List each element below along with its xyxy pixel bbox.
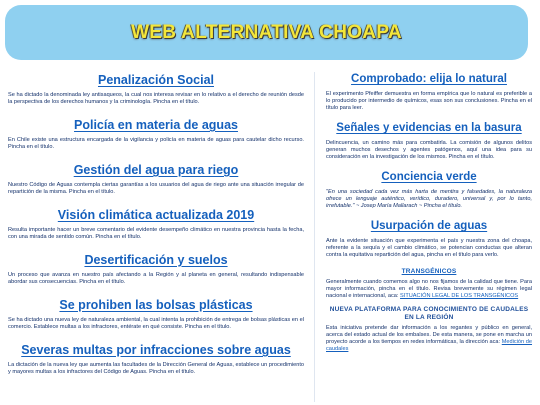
post-item xyxy=(8,207,304,241)
post-excerpt: Nuestro Código de Aguas contempla ciertas garantías a los usuarios del agua de riego ante una situación irregular de repartición de la misma. Pincha en el título. xyxy=(8,182,304,195)
post-excerpt: El experimento Pfeiffer demuestra en forma empírica que lo natural es preferible a lo producido por intermedio de químicos, esas son sus conclusiones. Pincha en el título para leer. xyxy=(326,91,532,111)
post-excerpt: En Chile existe una estructura encargada de la vigilancia y policía en materia de aguas para cautelar dicho recurso. Pincha en el título. xyxy=(8,137,304,150)
post-excerpt-quote: "En una sociedad cada vez más harta de mentira y falsedades, la naturaleza ofrece un lenguaje auténtico, verídico, duradero, universal y, por lo tanto, irrefutable." ~ Josep María Mallarach ~ Pincha el título. xyxy=(326,189,532,209)
site-title: WEB ALTERNATIVA CHOAPA xyxy=(131,21,402,43)
section-transgenicos xyxy=(326,268,532,300)
post-excerpt: Resulta importante hacer un breve comentario del evidente desempeño climático en nuestra provincia hasta la fecha, con una mirada de sentido común. Pincha en el título. xyxy=(8,227,304,240)
section-text-body: Generalmente cuando comemos algo no nos fijamos de la calidad que tiene. Para mayor información, pincha en el título. Revisa brevemente su régimen legal nacional e internacional, aca: xyxy=(326,279,532,299)
post-title-link[interactable]: Desertificación y suelos xyxy=(84,253,228,267)
post-item xyxy=(326,219,532,259)
right-column xyxy=(326,72,532,359)
post-excerpt: Delincuencia, un camino más para combatirla. La comisión de algunos delitos generan muchos desechos y agentes patógenos, aquí una idea para su consideración en la investigación de los mismos. Pincha en el título. xyxy=(326,140,532,160)
section-text-body: Esta iniciativa pretende dar información a los regantes y público en general, acerca del estado actual de los embalses. De esta manera, se pone en marcha un proyecto acorde a los tiempos en redes informáticas, la dirección aca: xyxy=(326,325,532,345)
post-excerpt: Se ha dictado la denominada ley antisaqueos, la cual nos interesa revisar en lo relativo a el derecho de reunión desde la perspectiva de los derechos humanos y la criminología. Pincha en el título. xyxy=(8,92,304,105)
post-title-link[interactable]: Conciencia verde xyxy=(381,171,477,183)
post-excerpt: Ante la evidente situación que experimenta el país y nuestra zona del choapa, referente a la sequía y el cambio climático, se potencian conductas que alteran contra la equitativa repartición del agua, pincha en el título para verlo. xyxy=(326,238,532,258)
section-caudales xyxy=(326,306,532,353)
post-title-link[interactable]: Penalización Social xyxy=(97,73,214,87)
post-excerpt: Un proceso que avanza en nuestro país afectando a la Región y al planeta en general, resultando indispensable abordar sus consecuencias. Pincha en el título. xyxy=(8,272,304,285)
post-title-link[interactable]: Gestión del agua para riego xyxy=(73,163,239,177)
section-text xyxy=(326,325,532,353)
post-title-link[interactable]: Visión climática actualizada 2019 xyxy=(57,208,255,222)
post-item xyxy=(8,117,304,151)
left-column xyxy=(8,72,304,387)
medicion-caudales-link[interactable]: Medición de caudales xyxy=(326,339,533,352)
post-item xyxy=(8,342,304,376)
post-title-link[interactable]: Se prohiben las bolsas plásticas xyxy=(59,298,253,312)
post-item xyxy=(8,297,304,331)
post-item xyxy=(8,252,304,286)
section-heading-link[interactable]: TRANSGÉNICOS xyxy=(401,268,457,275)
post-title-link[interactable]: Usurpación de aguas xyxy=(370,220,488,232)
section-text xyxy=(326,279,532,300)
post-item xyxy=(8,72,304,106)
site-banner xyxy=(5,5,528,60)
post-excerpt: Se ha dictado una nueva ley de naturaleza ambiental, la cual intenta la prohibición de entrega de bolsas plásticas en el comercio. Establece multas a los infractores, entérate en qué consiste. Pincha en el título. xyxy=(8,317,304,330)
post-title-link[interactable]: Señales y evidencias en la basura xyxy=(336,122,522,134)
post-title-link[interactable]: Comprobado: elija lo natural xyxy=(351,73,507,85)
post-title-link[interactable]: Policía en materia de aguas xyxy=(74,118,238,132)
post-item xyxy=(8,162,304,196)
post-excerpt: La dictación de la nueva ley que aumenta las facultades de la Dirección General de Aguas, establece un procedimiento y mayores multas a los infractores del Código de Aguas. Pincha en el título. xyxy=(8,362,304,375)
column-divider xyxy=(314,72,315,402)
post-item xyxy=(326,72,532,112)
post-item xyxy=(326,121,532,161)
post-title-link[interactable]: Severas multas por infracciones sobre aguas xyxy=(21,343,291,357)
section-heading: NUEVA PLATAFORMA PARA CONOCIMIENTO DE CAUDALES EN LA REGIÓN xyxy=(329,306,529,321)
post-item xyxy=(326,170,532,210)
transgenicos-legal-link[interactable]: SITUACIÓN LEGAL DE LOS TRANSGÉNICOS xyxy=(400,293,519,299)
